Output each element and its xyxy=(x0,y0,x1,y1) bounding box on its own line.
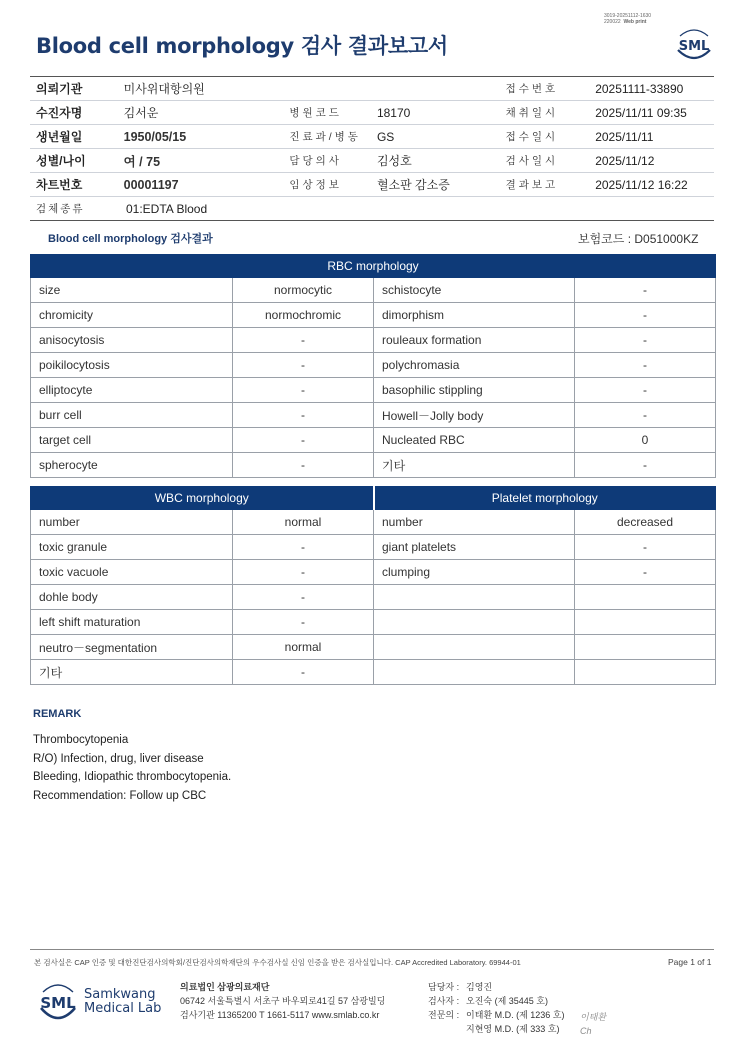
svg-text:SML: SML xyxy=(40,994,76,1012)
staff-line xyxy=(428,1008,565,1022)
info-label: 진료과/병동 xyxy=(289,131,361,143)
info-label: 생년월일 xyxy=(36,130,83,144)
result-item: left shift maturation xyxy=(31,610,233,635)
result-item xyxy=(374,635,575,660)
info-label: 임상정보 xyxy=(289,179,342,191)
result-value xyxy=(575,635,716,660)
result-value xyxy=(575,660,716,685)
staff-line xyxy=(428,994,565,1008)
table-row xyxy=(31,303,716,328)
result-item: size xyxy=(31,278,233,303)
page-number: Page 1 of 1 xyxy=(668,957,712,967)
result-value: - xyxy=(233,378,374,403)
result-item: neutro－segmentation xyxy=(31,635,233,660)
result-value: - xyxy=(575,403,716,428)
info-value: 2025/11/11 xyxy=(595,129,654,144)
info-label: 차트번호 xyxy=(36,178,83,192)
result-item: burr cell xyxy=(31,403,233,428)
result-item: toxic granule xyxy=(31,535,233,560)
result-item: toxic vacuole xyxy=(31,560,233,585)
staff-name: 지현영 M.D. (제 333 호) xyxy=(466,1024,560,1034)
svg-text:SML: SML xyxy=(678,39,710,54)
info-value: GS xyxy=(376,129,395,144)
staff-role: 검사자 : xyxy=(428,996,460,1006)
accreditation-note: 본 검사실은 CAP 인증 및 대한진단검사의학회/진단검사의학재단의 우수검사실 신임 인증을 받은 검사실입니다. CAP Accredited Laboratory. 69944-01 xyxy=(34,958,521,967)
footer-divider xyxy=(30,949,714,950)
info-label: 수진자명 xyxy=(36,106,83,120)
result-value: - xyxy=(233,403,374,428)
result-item: Howell－Jolly body xyxy=(374,403,575,428)
print-tag: 3019-20251112-1630 220022 Web print xyxy=(604,13,652,25)
result-item: spherocyte xyxy=(31,453,233,478)
patient-info-row xyxy=(30,125,714,149)
info-value: 01:EDTA Blood xyxy=(126,201,208,216)
patient-info-row xyxy=(30,173,714,197)
info-label: 성별/나이 xyxy=(36,154,86,168)
info-value: 혈소판 감소증 xyxy=(376,178,450,192)
result-item: schistocyte xyxy=(374,278,575,303)
patient-info-row xyxy=(30,101,714,125)
remark-text xyxy=(33,731,231,805)
result-item: number xyxy=(31,510,233,535)
result-item: basophilic stippling xyxy=(374,378,575,403)
info-label: 의뢰기관 xyxy=(36,82,83,96)
remark-title: REMARK xyxy=(33,708,82,720)
result-value: - xyxy=(575,378,716,403)
staff-role: 담당자 : xyxy=(428,982,460,992)
result-item xyxy=(374,660,575,685)
staff-info xyxy=(428,980,565,1036)
info-label: 접수일시 xyxy=(505,131,559,143)
table-row xyxy=(31,278,716,303)
table-row xyxy=(31,510,716,535)
result-value: - xyxy=(233,535,374,560)
staff-name: 이태환 M.D. (제 1236 호) xyxy=(466,1010,565,1020)
patient-info-table xyxy=(30,76,714,221)
result-item: number xyxy=(374,510,575,535)
page-title: Blood cell morphology 검사 결과보고서 xyxy=(36,34,448,58)
result-value: normochromic xyxy=(233,303,374,328)
table-row xyxy=(31,535,716,560)
result-item: chromicity xyxy=(31,303,233,328)
info-label: 병원코드 xyxy=(289,107,342,119)
staff-line xyxy=(428,980,565,994)
result-item: rouleaux formation xyxy=(374,328,575,353)
staff-line xyxy=(428,1022,565,1036)
table-row xyxy=(31,585,716,610)
sml-logo-footer-icon xyxy=(36,978,80,1024)
info-label: 채취일시 xyxy=(505,107,559,119)
result-value: - xyxy=(233,660,374,685)
table-row xyxy=(31,610,716,635)
result-value: normal xyxy=(233,510,374,535)
results-section-title: Blood cell morphology 검사결과 xyxy=(48,233,213,245)
result-item: clumping xyxy=(374,560,575,585)
staff-name: 오진숙 (제 35445 호) xyxy=(466,996,548,1006)
wbc-header: WBC morphology xyxy=(31,487,374,510)
result-item: Nucleated RBC xyxy=(374,428,575,453)
info-value: 1950/05/15 xyxy=(123,129,187,144)
remark-line: Recommendation: Follow up CBC xyxy=(33,789,207,802)
info-value: 김성호 xyxy=(376,154,412,168)
result-item: 기타 xyxy=(374,453,575,478)
result-value: - xyxy=(575,328,716,353)
result-value: - xyxy=(575,535,716,560)
result-value: - xyxy=(575,278,716,303)
result-value: - xyxy=(233,610,374,635)
result-item: 기타 xyxy=(31,660,233,685)
info-label: 검사일시 xyxy=(505,155,559,167)
signatures: 이태환 Ch xyxy=(580,1012,607,1036)
patient-info-row xyxy=(30,77,714,101)
table-row xyxy=(31,328,716,353)
result-item xyxy=(374,610,575,635)
result-item: polychromasia xyxy=(374,353,575,378)
patient-info-row xyxy=(30,197,714,221)
result-item: elliptocyte xyxy=(31,378,233,403)
result-item: dimorphism xyxy=(374,303,575,328)
remark-line: Thrombocytopenia xyxy=(33,734,129,746)
staff-role: 전문의 : xyxy=(428,1010,460,1020)
table-row xyxy=(31,660,716,685)
result-value: - xyxy=(575,560,716,585)
result-value xyxy=(575,610,716,635)
info-value: 20251111-33890 xyxy=(595,81,684,96)
table-row xyxy=(31,635,716,660)
result-value: - xyxy=(575,453,716,478)
info-label: 접수번호 xyxy=(505,83,559,95)
result-value: normal xyxy=(233,635,374,660)
info-value: 2025/11/11 09:35 xyxy=(595,105,687,120)
info-value: 18170 xyxy=(376,105,411,120)
remark-line: Bleeding, Idiopathic thrombocytopenia. xyxy=(33,771,232,783)
brand-name: Samkwang Medical Lab xyxy=(84,987,162,1016)
result-value: - xyxy=(233,428,374,453)
info-value: 2025/11/12 xyxy=(595,153,655,168)
result-value: normocytic xyxy=(233,278,374,303)
result-value: - xyxy=(233,560,374,585)
result-value: decreased xyxy=(575,510,716,535)
info-label: 검체종류 xyxy=(36,203,85,215)
remark-line: R/O) Infection, drug, liver disease xyxy=(33,752,204,765)
info-value: 미사위대항의원 xyxy=(123,82,205,96)
result-item: anisocytosis xyxy=(31,328,233,353)
table-row xyxy=(31,453,716,478)
organization-info: 의료법인 삼광의료재단 06742 서울특별시 서초구 바우뫼로41길 57 삼광빌딩 검사기관 11365200 T 1661-5117 www.smlab.co.kr xyxy=(180,982,386,1020)
result-value: - xyxy=(233,453,374,478)
table-row xyxy=(31,353,716,378)
result-value: - xyxy=(575,353,716,378)
staff-name: 김영진 xyxy=(466,982,493,992)
result-item: giant platelets xyxy=(374,535,575,560)
result-item xyxy=(374,585,575,610)
info-label: 담당의사 xyxy=(289,155,342,167)
platelet-header: Platelet morphology xyxy=(374,487,716,510)
rbc-header: RBC morphology xyxy=(31,255,716,278)
info-value: 2025/11/12 16:22 xyxy=(595,177,688,192)
sml-logo-icon xyxy=(674,26,714,62)
result-value: 0 xyxy=(575,428,716,453)
result-value: - xyxy=(233,328,374,353)
info-value: 김서운 xyxy=(123,106,159,120)
result-value: - xyxy=(233,585,374,610)
result-value: - xyxy=(575,303,716,328)
patient-info-row xyxy=(30,149,714,173)
table-row xyxy=(31,560,716,585)
result-value: - xyxy=(233,353,374,378)
info-label: 결과보고 xyxy=(505,179,559,191)
table-row xyxy=(31,428,716,453)
insurance-code: 보험코드 : D051000KZ xyxy=(578,232,699,246)
rbc-morphology-table xyxy=(30,254,716,478)
wbc-platelet-table xyxy=(30,486,716,685)
table-row xyxy=(31,403,716,428)
table-row xyxy=(31,378,716,403)
result-value xyxy=(575,585,716,610)
result-item: dohle body xyxy=(31,585,233,610)
info-value: 여 / 75 xyxy=(123,154,161,169)
info-value: 00001197 xyxy=(123,177,179,192)
result-item: target cell xyxy=(31,428,233,453)
result-item: poikilocytosis xyxy=(31,353,233,378)
